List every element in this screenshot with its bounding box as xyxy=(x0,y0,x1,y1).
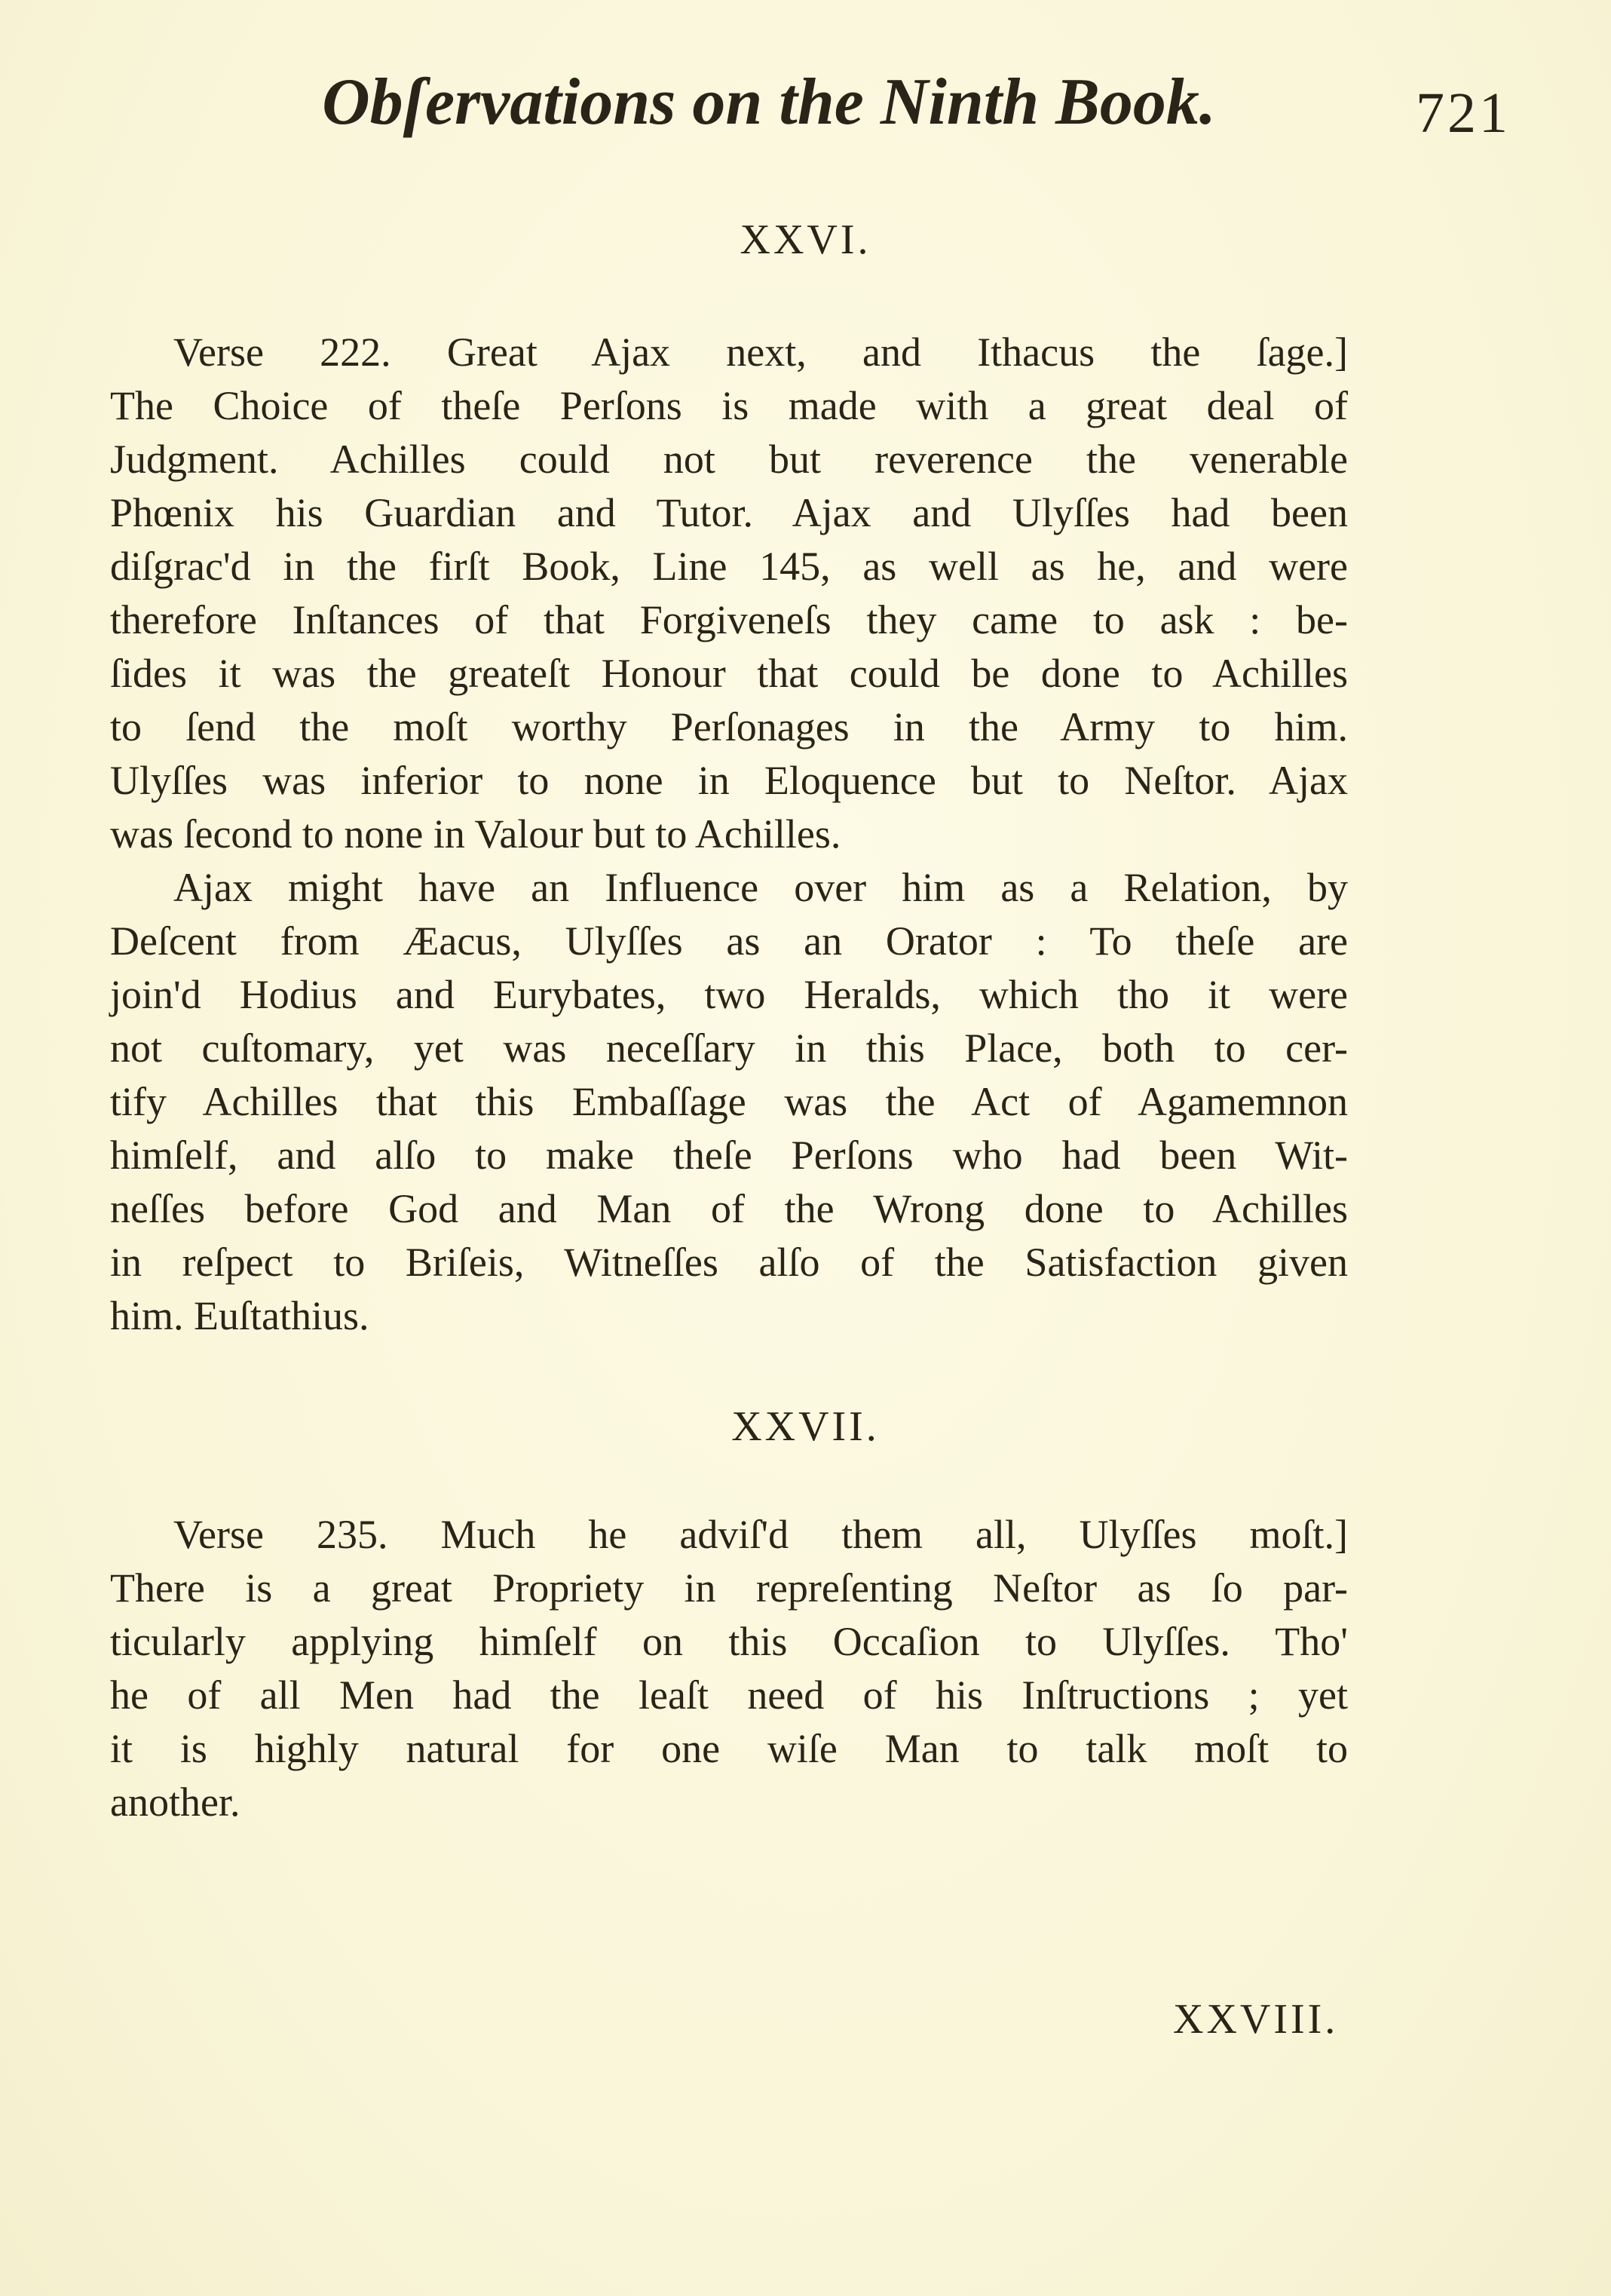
text-line: to ſend the moſt worthy Perſonages in the Army to him. xyxy=(110,704,1348,749)
text-line: Verse 235. Much he adviſ'd them all, Ulyſſes moſt.] xyxy=(173,1512,1348,1557)
text-line: Phœnix his Guardian and Tutor. Ajax and Ulyſſes had been xyxy=(110,490,1348,535)
text-line: ſides it was the greateſt Honour that could be done to Achilles xyxy=(110,651,1348,696)
text-line: ticularly applying himſelf on this Occaſion to Ulyſſes. Tho' xyxy=(110,1619,1348,1664)
text-line: join'd Hodius and Eurybates, two Heralds, which tho it were xyxy=(110,972,1348,1017)
text-line: it is highly natural for one wiſe Man to talk moſt to xyxy=(110,1726,1348,1771)
text-line: Deſcent from Æacus, Ulyſſes as an Orator : To theſe are xyxy=(110,918,1348,964)
text-line: another. xyxy=(110,1779,240,1825)
text-line: was ſecond to none in Valour but to Achilles. xyxy=(110,811,841,857)
text-line: Verse 222. Great Ajax next, and Ithacus the ſage.] xyxy=(173,330,1348,375)
section-heading-xxvii: XXVII. xyxy=(731,1403,880,1450)
text-line: he of all Men had the leaſt need of his Inſtructions ; yet xyxy=(110,1672,1348,1718)
running-title: Obſervations on the Ninth Book. xyxy=(322,66,1216,139)
section-xxvii-paragraph-1 xyxy=(110,1508,1348,1829)
catchword: XXVIII. xyxy=(1173,1996,1339,2043)
text-line: in reſpect to Briſeis, Witneſſes alſo of the Satisfaction given xyxy=(110,1240,1348,1285)
text-line: Judgment. Achilles could not but reverence the venerable xyxy=(110,437,1348,482)
page-number: 721 xyxy=(1416,81,1511,145)
text-line: There is a great Propriety in repreſenting Neſtor as ſo par- xyxy=(110,1565,1348,1611)
text-line: tify Achilles that this Embaſſage was the Act of Agamemnon xyxy=(110,1079,1348,1124)
section-heading-xxvi: XXVI. xyxy=(740,216,871,263)
text-line: not cuſtomary, yet was neceſſary in this Place, both to cer- xyxy=(110,1025,1348,1071)
text-line: diſgrac'd in the firſt Book, Line 145, as well as he, and were xyxy=(110,544,1348,589)
section-xxvi-paragraph-1 xyxy=(110,326,1348,861)
text-line: The Choice of theſe Perſons is made with a great deal of xyxy=(110,383,1348,428)
text-line: Ajax might have an Influence over him as a Relation, by xyxy=(173,865,1348,910)
text-line: neſſes before God and Man of the Wrong done to Achilles xyxy=(110,1186,1348,1231)
section-xxvi-paragraph-2 xyxy=(110,861,1348,1343)
text-line: himſelf, and alſo to make theſe Perſons who had been Wit- xyxy=(110,1133,1348,1178)
text-line: therefore Inſtances of that Forgiveneſs they came to ask : be- xyxy=(110,597,1348,642)
text-line: him. Euſtathius. xyxy=(110,1293,369,1338)
text-line: Ulyſſes was inferior to none in Eloquence but to Neſtor. Ajax xyxy=(110,758,1348,803)
